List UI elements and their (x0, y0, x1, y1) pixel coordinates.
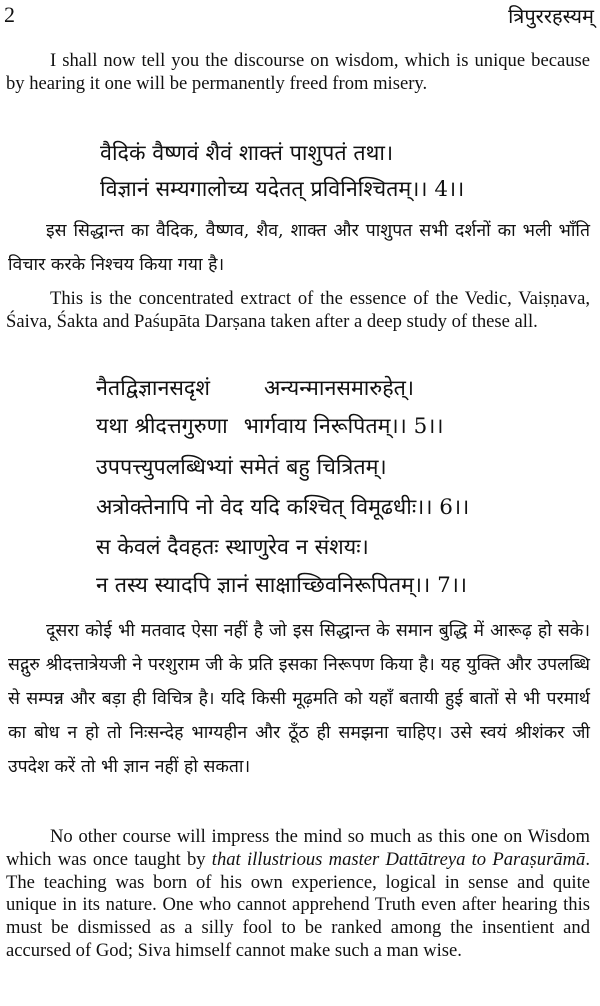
verse-5-line-2-second-half: भार्गवाय निरूपितम्।। 5।। (243, 414, 444, 439)
hindi-paragraph-1: इस सिद्धान्त का वैदिक, वैष्णव, शैव, शाक्त और पाशुपत सभी दर्शनों का भली भाँति विचार करके निश्चय किया गया है। (8, 221, 590, 275)
verse-6-line-2: अत्रोक्तेनापि नो वेद यदि कश्चित् विमूढधीः।। 6।। (96, 495, 470, 520)
verse-4-line-1: वैदिकं वैष्णवं शैवं शाक्तं पाशुपतं तथा। (100, 141, 394, 166)
english-paragraph-3 (6, 826, 590, 963)
verse-5-line-1-first-half: नैतद्विज्ञानसदृशं (96, 376, 210, 401)
verse-4-line-2: विज्ञानं सम्यगालोच्य यदेतत् प्रविनिश्चितम्।। 4।। (100, 177, 465, 202)
verse-5-line-2 (96, 411, 444, 440)
verse-5-line-1 (96, 373, 414, 402)
english-paragraph-3-part-2: . The teaching was born of his own experience, logical in sense and quite unique in its nature. One who cannot apprehend Truth even after hearing this must be dismissed as a silly fool to be ranked among the insentient and accursed of God; Siva himself cannot make such a man wise. (6, 848, 590, 961)
english-paragraph-3-part-1: No other course will impress the mind so much as this one on Wisdom which was once taught by (6, 826, 590, 870)
verse-5-line-2-first-half: यथा श्रीदत्तगुरुणा (96, 414, 228, 439)
english-paragraph-1: I shall now tell you the discourse on wisdom, which is unique because by hearing it one will be permanently freed from misery. (6, 50, 590, 94)
verse-7-line-2: न तस्य स्यादपि ज्ञानं साक्षाच्छिवनिरूपितम्।। 7।। (96, 573, 468, 598)
english-paragraph-2: This is the concentrated extract of the essence of the Vedic, Vaiṣṇava, Śaiva, Śakta and Paśupāta Darṣana taken after a deep study of these all. (6, 288, 590, 332)
hindi-paragraph-2: दूसरा कोई भी मतवाद ऐसा नहीं है जो इस सिद्धान्त के समान बुद्धि में आरूढ़ हो सके। सद्गुरु श्रीदत्तात्रेयजी ने परशुराम जी के प्रति इसका निरूपण किया है। यह युक्ति और उपलब्धि से सम्पन्न और बड़ा ही विचित्र है। यदि किसी मूढ़मति को यहाँ बतायी हुई बातों से भी परमार्थ का बोध न हो तो निःसन्देह भाग्यहीन और ठूँठ ही समझना चाहिए। उसे स्वयं श्रीशंकर जी उपदेश करें तो भी ज्ञान नहीं हो सकता। (8, 621, 590, 777)
verse-6-line-1: उपपत्त्युपलब्धिभ्यां समेतं बहु चित्रितम्। (96, 455, 387, 480)
english-paragraph-3-italic: that illustrious master Dattātreya to Paraṣurāmā (211, 848, 586, 870)
verse-7-line-1: स केवलं दैवहतः स्थाणुरेव न संशयः। (96, 535, 369, 560)
verse-5-line-1-second-half: अन्यन्मानसमारुहेत्। (263, 376, 415, 401)
running-title: त्रिपुररहस्यम् (508, 4, 594, 28)
page-number: 2 (4, 2, 15, 27)
